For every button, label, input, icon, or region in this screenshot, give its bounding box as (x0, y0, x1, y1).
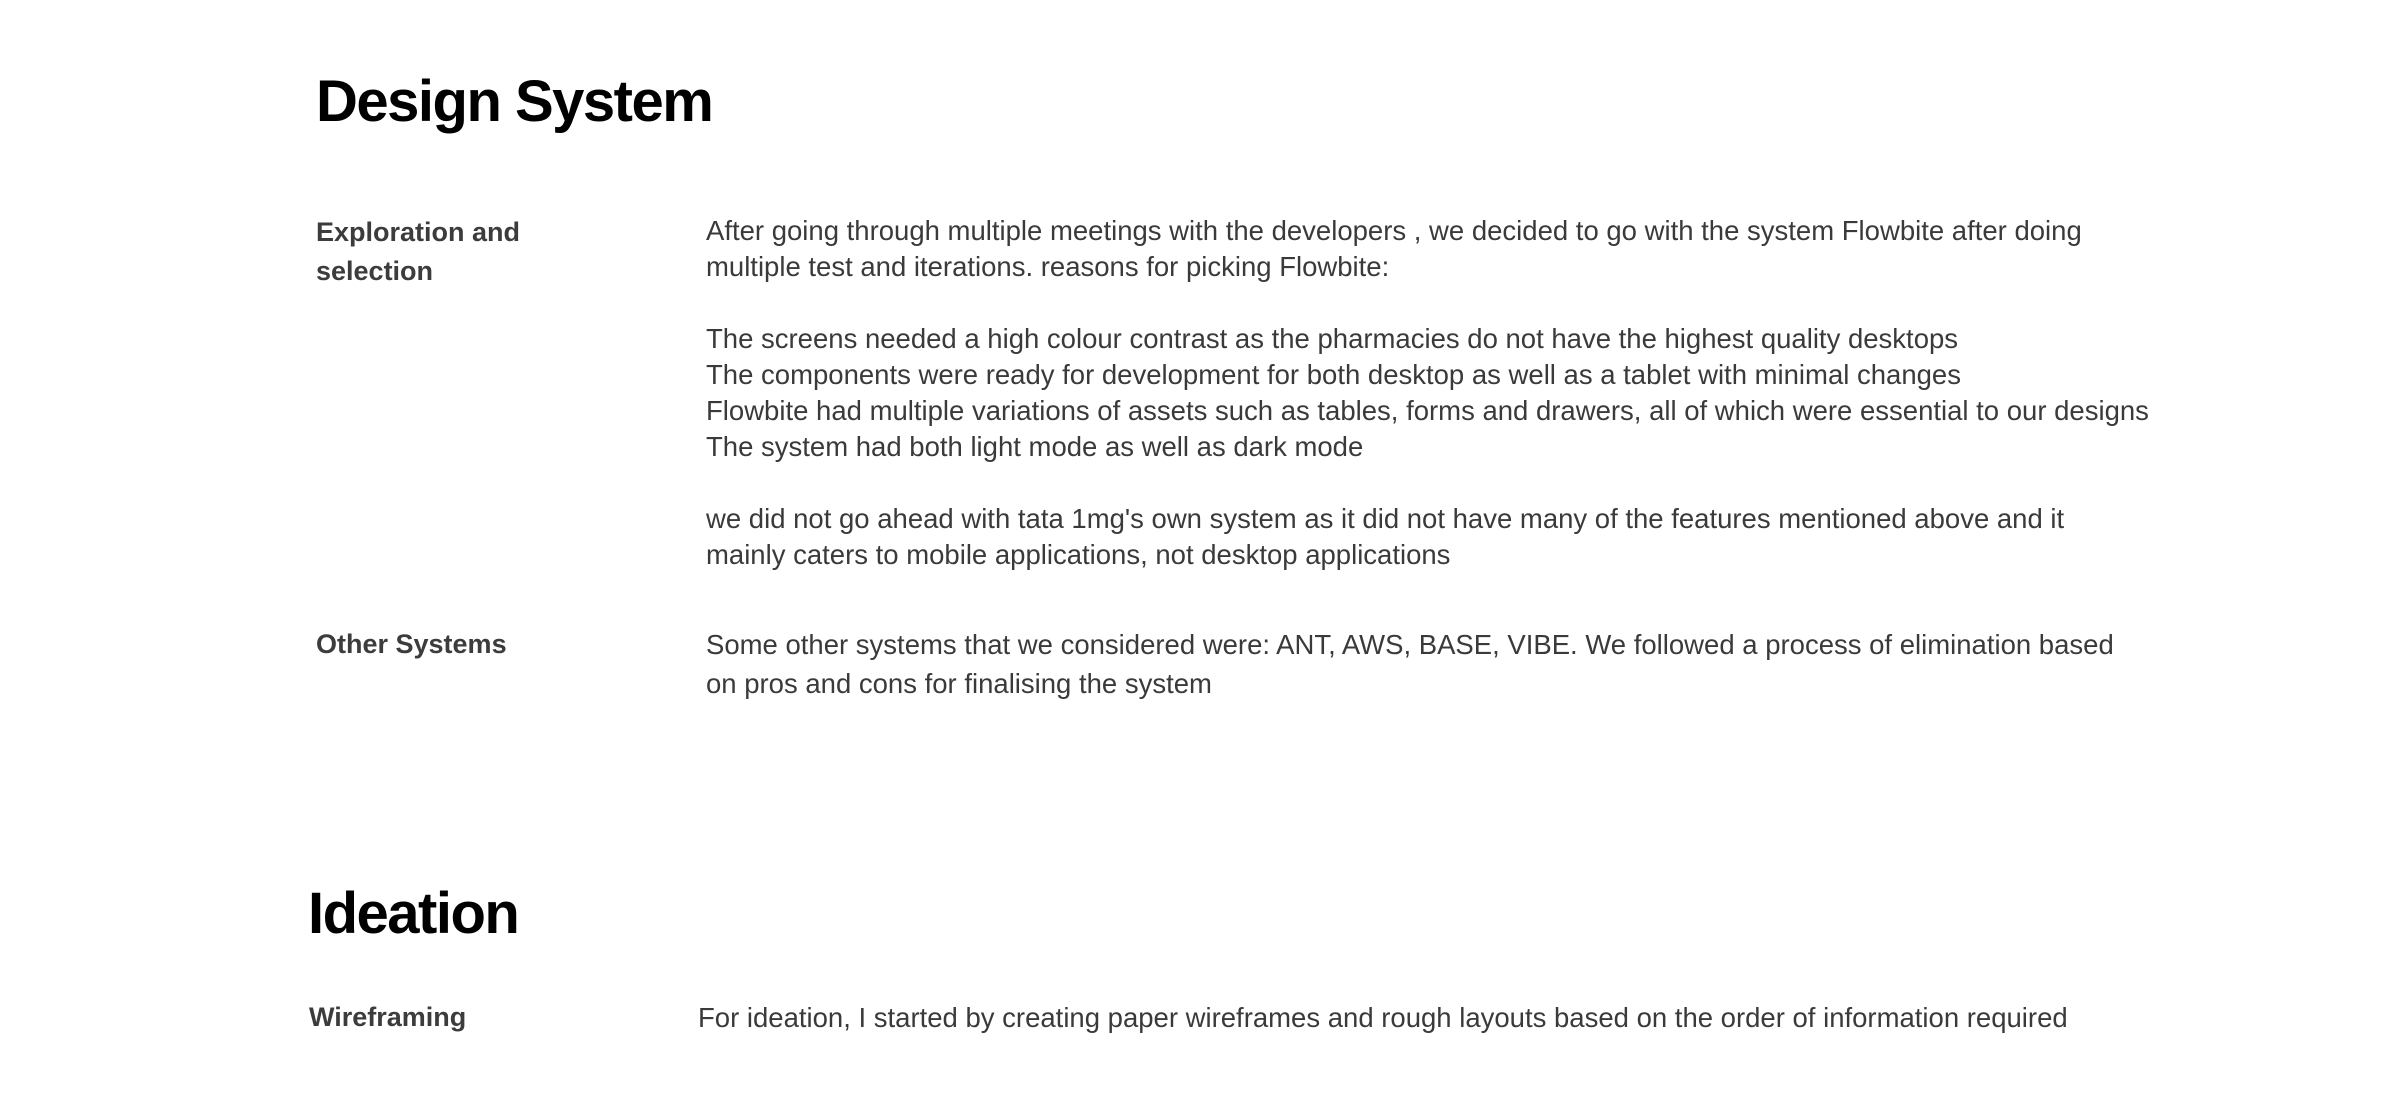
other-systems-body (706, 625, 2126, 703)
reason-item: The system had both light mode as well as dark mode (706, 431, 1364, 462)
wireframing-label: Wireframing (309, 1002, 467, 1032)
wireframing-text: For ideation, I started by creating paper wireframes and rough layouts based on the order of information required (698, 1002, 2068, 1033)
reason-item: The components were ready for development for both desktop as well as a tablet with minimal changes (706, 359, 1961, 390)
exploration-body (706, 213, 2149, 573)
ideation-heading: Ideation (308, 881, 519, 946)
other-systems-label: Other Systems (316, 629, 507, 659)
wireframing-body (698, 998, 2118, 1037)
exploration-intro: After going through multiple meetings with the developers , we decided to go with the system Flowbite after doing multiple test and iterations. reasons for picking Flowbite: (706, 215, 2082, 282)
exploration-label: Exploration and selection (316, 217, 521, 286)
exploration-closing: we did not go ahead with tata 1mg's own system as it did not have many of the features mentioned above and it mainly caters to mobile applications, not desktop applications (706, 503, 2065, 570)
design-system-heading: Design System (316, 69, 713, 134)
reason-item: The screens needed a high colour contrast as the pharmacies do not have the highest quality desktops (706, 323, 1959, 354)
reason-item: Flowbite had multiple variations of assets such as tables, forms and drawers, all of which were essential to our designs (706, 395, 2149, 426)
other-systems-text: Some other systems that we considered were: ANT, AWS, BASE, VIBE. We followed a process of elimination based on pros and cons for finalising the system (706, 629, 2114, 699)
